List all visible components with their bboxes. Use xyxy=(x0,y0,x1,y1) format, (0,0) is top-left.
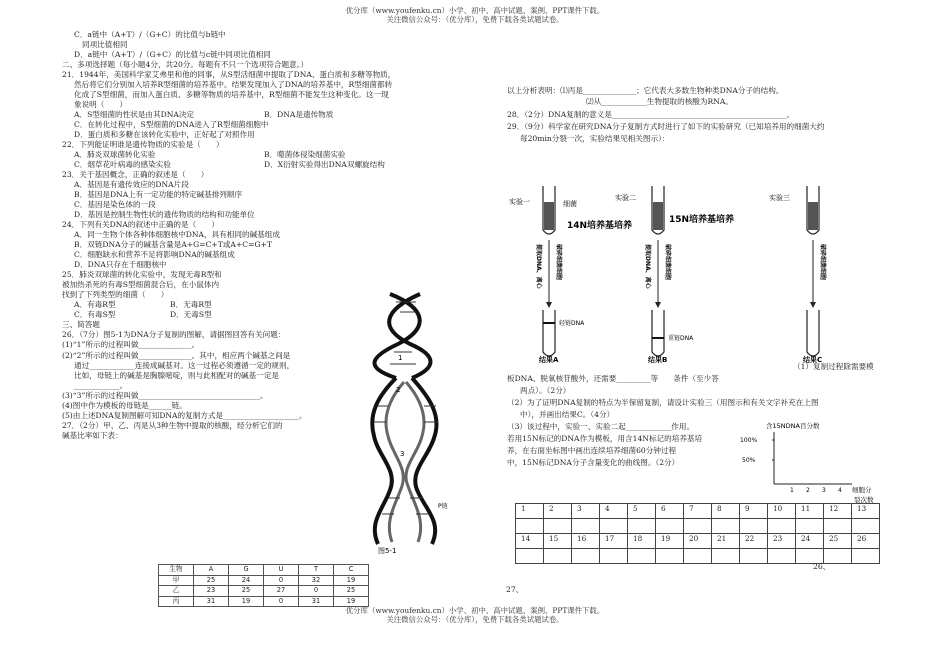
table-cell: 32 xyxy=(299,575,334,586)
coordinate-chart xyxy=(734,418,904,508)
answer-cell[interactable] xyxy=(516,549,544,564)
figure-label-p-chain: P链 xyxy=(438,503,448,510)
result-b-label: 结果B xyxy=(648,356,668,364)
section-2-title: 二、多项选择题（每小题4分，共20分。每题有不只一个选项符合题意。） xyxy=(62,60,309,70)
number-cell: 15 xyxy=(544,534,572,549)
q25-line-2: 被加热杀死的有毒S型细菌混合后，在小鼠体内 xyxy=(62,280,220,290)
answer-cell[interactable] xyxy=(572,519,600,534)
figure-label-3: 3 xyxy=(400,450,405,458)
table-row xyxy=(159,596,369,607)
table-header-cell: 生物 xyxy=(159,565,194,576)
q25-line-3: 找到了下列类型的细菌（ ） xyxy=(62,290,169,300)
answer-cell[interactable] xyxy=(600,549,628,564)
q26-stem: 26．（7分）图5-1为DNA分子复制的图解，请据图回答有关问题： xyxy=(62,330,286,340)
chart-ytick-50: 50% xyxy=(742,457,756,464)
number-cell: 14 xyxy=(516,534,544,549)
q29-line-10: 中，15N标记DNA分子含量变化的曲线图。（2分） xyxy=(507,458,680,467)
table-header-row xyxy=(159,565,369,576)
table-cell: 甲 xyxy=(159,575,194,586)
extract-label-1: 提取DNA、离心 xyxy=(535,244,542,289)
answer-cell[interactable] xyxy=(628,519,656,534)
table-cell: 24 xyxy=(229,575,264,586)
q26-part-3: (3)“3”所示的过程叫做________________________________。 xyxy=(62,390,268,400)
number-cell: 23 xyxy=(768,534,796,549)
q29-part-1-start: （1）复制过程除需要模 xyxy=(793,362,874,371)
chart-xtick-1: 1 xyxy=(790,487,794,494)
q29-line-6: 中），并画出结果C。（4分） xyxy=(520,410,615,419)
experiment-diagram xyxy=(507,182,897,364)
q29-line-4: 两点）。（2分） xyxy=(520,386,571,395)
number-cell: 6 xyxy=(656,504,684,519)
table-cell: 0 xyxy=(299,586,334,597)
medium-label-14n: 14N培养基培养 xyxy=(567,221,633,231)
q29-line-2: 每20min分裂一次，实验结果见相关图示）： xyxy=(520,134,670,143)
chart-x-label-1: 细胞分 xyxy=(852,486,872,494)
q21-line-2: 然后将它们分别加入培养R型细菌的培养基中。结果发现加入了DNA的培养基中，R型细菌都转 xyxy=(74,80,393,90)
q26-part-2-line-2: 通过____________连接成碱基对。这一过程必须遵循一定的规则， xyxy=(74,360,295,370)
number-cell: 10 xyxy=(768,504,796,519)
chart-xtick-4: 4 xyxy=(838,487,842,494)
number-cell: 7 xyxy=(684,504,712,519)
answer-cell[interactable] xyxy=(796,519,824,534)
answer-cell[interactable] xyxy=(824,519,852,534)
q26-part-4: (4)图中作为模板的母链是______链。 xyxy=(62,400,187,410)
q25-option-a: A．有毒R型 xyxy=(74,300,116,310)
q23-option-c: C．基因是染色体的一段 xyxy=(74,200,156,210)
strand-left-new xyxy=(386,382,404,542)
broken-label-3: 破碎细菌细胞 xyxy=(819,244,826,281)
dna-replication-figure xyxy=(338,286,470,556)
broken-label-1: 破碎细菌细胞 xyxy=(555,244,562,281)
band-light-label: 轻链DNA xyxy=(559,320,585,327)
table-row xyxy=(159,586,369,597)
extract-label-2: 提取DNA、离心 xyxy=(644,244,651,289)
flask-2 xyxy=(652,186,664,234)
table-cell: 25 xyxy=(194,575,229,586)
experiment-2-label: 实验二 xyxy=(615,194,636,202)
table-cell: 0 xyxy=(264,596,299,607)
chart-y-label: 含15NDNA百分数 xyxy=(766,422,820,430)
table-header-cell: T xyxy=(299,565,334,576)
q26-part-2-line-4: ____________。 xyxy=(74,380,128,390)
q25-option-c: C．有毒S型 xyxy=(74,310,116,320)
q25-line-1: 25．肺炎双球菌的转化实验中，发现无毒R型和 xyxy=(62,270,222,280)
answer-cell[interactable] xyxy=(852,519,880,534)
number-cell: 11 xyxy=(796,504,824,519)
footer-line-1: 优分库（www.youfenku.cn）小学、初中、高中试题、案例、PPT课件下载。 xyxy=(345,606,605,615)
answer-cell[interactable] xyxy=(628,549,656,564)
broken-label-2: 破碎细菌细胞 xyxy=(664,244,671,281)
table-row xyxy=(159,575,369,586)
q21-option-d: D．蛋白质和多糖在该转化实验中，正好起了对照作用 xyxy=(74,130,255,140)
answer-cell[interactable] xyxy=(572,549,600,564)
strand-right-old xyxy=(412,378,437,544)
number-cell: 1 xyxy=(516,504,544,519)
number-cell: 13 xyxy=(852,504,880,519)
figure-label-1: 1 xyxy=(398,354,403,362)
marker-26: 26、 xyxy=(813,562,831,571)
q27-line-1: 27．（2分）甲、乙、丙是从3种生物中提取的核酸，经分析它们的 xyxy=(62,420,283,430)
q25-option-d: D．无毒S型 xyxy=(170,310,212,320)
answer-cell[interactable] xyxy=(740,519,768,534)
medium-label-15n: 15N培养基培养 xyxy=(669,215,735,225)
q22-option-b: B．噬菌体侵染细菌实验 xyxy=(264,150,346,160)
q29-line-8: 若用15N标记的DNA作为模板，用含14N标记的培养基培 xyxy=(507,434,703,443)
result-c-label: 结果C xyxy=(803,356,823,364)
q29-line-5: （2）为了证明DNA复制的特点为半保留复制，请设计实验三（用图示和有关文字补充在上图 xyxy=(507,398,819,407)
q20-option-d: D．a链中（A+T）/（G+C）的比值与c链中同项比值相同 xyxy=(74,50,271,60)
table-header-cell: U xyxy=(264,565,299,576)
q25-option-b: B．无毒R型 xyxy=(170,300,212,310)
number-cell: 26 xyxy=(852,534,880,549)
band-heavy-label: 重链DNA xyxy=(668,335,694,342)
number-cell: 18 xyxy=(628,534,656,549)
number-cell: 12 xyxy=(824,504,852,519)
number-cell: 20 xyxy=(684,534,712,549)
experiment-1-label: 实验一 xyxy=(509,198,530,206)
q22-option-c: C．烟草花叶病毒的感染实验 xyxy=(74,160,171,170)
page-header xyxy=(0,6,950,25)
q26-part-1: (1)“1”所示的过程叫做______________。 xyxy=(62,340,200,350)
q20-option-c: C．a链中（A+T）/（G+C）的比值与b链中 xyxy=(74,30,226,39)
answer-number-table xyxy=(515,503,880,564)
table-cell: 丙 xyxy=(159,596,194,607)
answer-cell[interactable] xyxy=(684,549,712,564)
table-cell: 19 xyxy=(334,575,369,586)
table-header-cell: A xyxy=(194,565,229,576)
table-cell: 31 xyxy=(299,596,334,607)
chart-x-label-2: 裂次数 xyxy=(854,496,874,504)
answer-cell[interactable] xyxy=(740,549,768,564)
q23-option-a: A．基因是有遗传效应的DNA片段 xyxy=(74,180,189,190)
answer-cell[interactable] xyxy=(544,549,572,564)
q29-line-9: 养，在右面坐标图中画出连续培养细菌60分钟过程 xyxy=(507,446,677,455)
q29-line-1: 29．（9分）科学家在研究DNA分子复制方式时进行了如下的实验研究（已知培养用的细菌大约 xyxy=(507,122,825,131)
experiment-3-label: 实验三 xyxy=(769,194,790,202)
answer-cell[interactable] xyxy=(600,519,628,534)
answer-cell[interactable] xyxy=(684,519,712,534)
number-cell: 3 xyxy=(572,504,600,519)
answer-cell[interactable] xyxy=(712,549,740,564)
q28-stem: 28．（2分）DNA复制的意义是______________________________________________。 xyxy=(507,110,795,119)
footer-line-2: 关注微信公众号：（优分库），免费下载各类试题试卷。 xyxy=(386,615,564,625)
q22-option-d: D．X衍射实验得出DNA双螺旋结构 xyxy=(264,160,385,170)
answer-cell[interactable] xyxy=(768,549,796,564)
number-cell: 24 xyxy=(796,534,824,549)
chart-xtick-3: 3 xyxy=(822,487,826,494)
marker-27: 27、 xyxy=(506,585,524,594)
chart-ytick-100: 100% xyxy=(740,437,758,444)
answer-cell[interactable] xyxy=(544,519,572,534)
q21-option-a: A．S型细菌的性状是由其DNA决定 xyxy=(74,110,195,120)
q26-part-2: (2)“2”所示的过程叫做______________。其中，相应两个碱基之间是 xyxy=(62,350,291,360)
flask-3 xyxy=(807,186,819,234)
strand-left-old xyxy=(372,378,396,544)
q21-option-b: B．DNA是遗传物质 xyxy=(264,110,334,120)
table-header-cell: C xyxy=(334,565,369,576)
q24-option-d: D．DNA只存在于细胞核中 xyxy=(74,260,167,270)
header-line-1: 优分库（www.youfenku.cn）小学、初中、高中试题、案例、PPT课件下载。 xyxy=(345,6,605,15)
table-cell: 19 xyxy=(229,596,264,607)
number-cell: 17 xyxy=(600,534,628,549)
table-cell: 25 xyxy=(229,586,264,597)
number-cell: 2 xyxy=(544,504,572,519)
table-cell: 27 xyxy=(264,586,299,597)
q24-option-c: C．细胞缺水和营养不足将影响DNA的碱基组成 xyxy=(74,250,235,260)
table-cell: 31 xyxy=(194,596,229,607)
table-cell: 乙 xyxy=(159,586,194,597)
table-cell: 25 xyxy=(334,586,369,597)
q27-line-2: 碱基比率如下表： xyxy=(62,430,123,440)
q20-option-c-cont: 同项比值相同 xyxy=(82,40,128,50)
q24-option-a: A．同一生物个体各种体细胞核中DNA，具有相同的碱基组成 xyxy=(74,230,280,240)
q24-option-b: B．双链DNA分子的碱基含量是A+G=C+T或A+C=G+T xyxy=(74,240,272,250)
answer-cell[interactable] xyxy=(712,519,740,534)
q21-line-4: 象说明（ ） xyxy=(74,100,128,110)
answer-cell[interactable] xyxy=(768,519,796,534)
number-cell: 16 xyxy=(572,534,600,549)
table-cell: 0 xyxy=(264,575,299,586)
answer-row xyxy=(516,519,880,534)
number-cell: 5 xyxy=(628,504,656,519)
flask-1 xyxy=(543,186,555,234)
answer-cell[interactable] xyxy=(516,519,544,534)
q29-line-7: （3）该过程中，实验一、实验二起____________作用。 xyxy=(507,422,695,431)
table-row xyxy=(516,504,880,519)
bacteria-label-1: 细菌 xyxy=(563,200,577,208)
number-cell: 8 xyxy=(712,504,740,519)
number-cell: 22 xyxy=(740,534,768,549)
q21-line-3: 化成了S型细菌，而加入蛋白质、多糖等物质的培养基中，R型细菌不能发生这种变化。这一现 xyxy=(74,90,389,100)
result-a-label: 结果A xyxy=(539,356,559,364)
number-cell: 19 xyxy=(656,534,684,549)
answer-cell[interactable] xyxy=(656,549,684,564)
table-cell: 23 xyxy=(194,586,229,597)
figure-caption: 图5-1 xyxy=(378,547,397,555)
q29-line-3: 板DNA、脱氧核苷酸外，还需要_________等 条件（至少答 xyxy=(507,374,719,383)
q23-option-b: B．基因是DNA上有一定功能的特定碱基排列顺序 xyxy=(74,190,243,200)
answer-cell[interactable] xyxy=(852,549,880,564)
number-cell: 4 xyxy=(600,504,628,519)
q23-option-d: D．基因是控制生物性状的遗传物质的结构和功能单位 xyxy=(74,210,255,220)
answer-cell[interactable] xyxy=(656,519,684,534)
q22-option-a: A．肺炎双球菌转化实验 xyxy=(74,150,156,160)
figure-label-2: 2 xyxy=(396,386,401,394)
q23-stem: 23．关于基因概念，正确的叙述是（ ） xyxy=(62,170,209,180)
q22-stem: 22．下列能证明谁是遗传物质的实验是（ ） xyxy=(62,140,224,150)
q24-stem: 24．下列有关DNA的叙述中正确的是（ ） xyxy=(62,220,219,230)
number-cell: 9 xyxy=(740,504,768,519)
chart-xtick-2: 2 xyxy=(806,487,810,494)
table-header-cell: G xyxy=(229,565,264,576)
q27-analysis-2: ⑵从____________生物提取的核酸为RNA。 xyxy=(586,97,733,106)
section-3-title: 三、简答题 xyxy=(62,320,100,330)
q21-line-1: 21．1944年，美国科学家艾弗里和他的同事，从S型活细菌中提取了DNA、蛋白质和多糖等物质， xyxy=(62,70,396,80)
number-cell: 25 xyxy=(824,534,852,549)
header-line-2: 关注微信公众号：（优分库），免费下载各类试题试卷。 xyxy=(386,15,564,25)
q26-part-5: (5)由上述DNA复制图解可知DNA的复制方式是____________________。 xyxy=(62,410,307,420)
q21-option-c: C．在转化过程中，S型细菌的DNA进入了R型细菌细胞中 xyxy=(74,120,269,130)
table-row xyxy=(516,534,880,549)
q27-analysis-1: 以上分析表明：⑴丙是______________；它代表大多数生物种类DNA分子的结构。 xyxy=(507,86,784,95)
page-footer xyxy=(0,606,950,625)
number-cell: 21 xyxy=(712,534,740,549)
table-cell: 19 xyxy=(334,596,369,607)
base-ratio-table xyxy=(158,564,369,607)
q26-part-2-line-3: 比如，母链上的碱基是胸腺嘧啶，则与此相配对的碱基一定是 xyxy=(74,370,280,380)
